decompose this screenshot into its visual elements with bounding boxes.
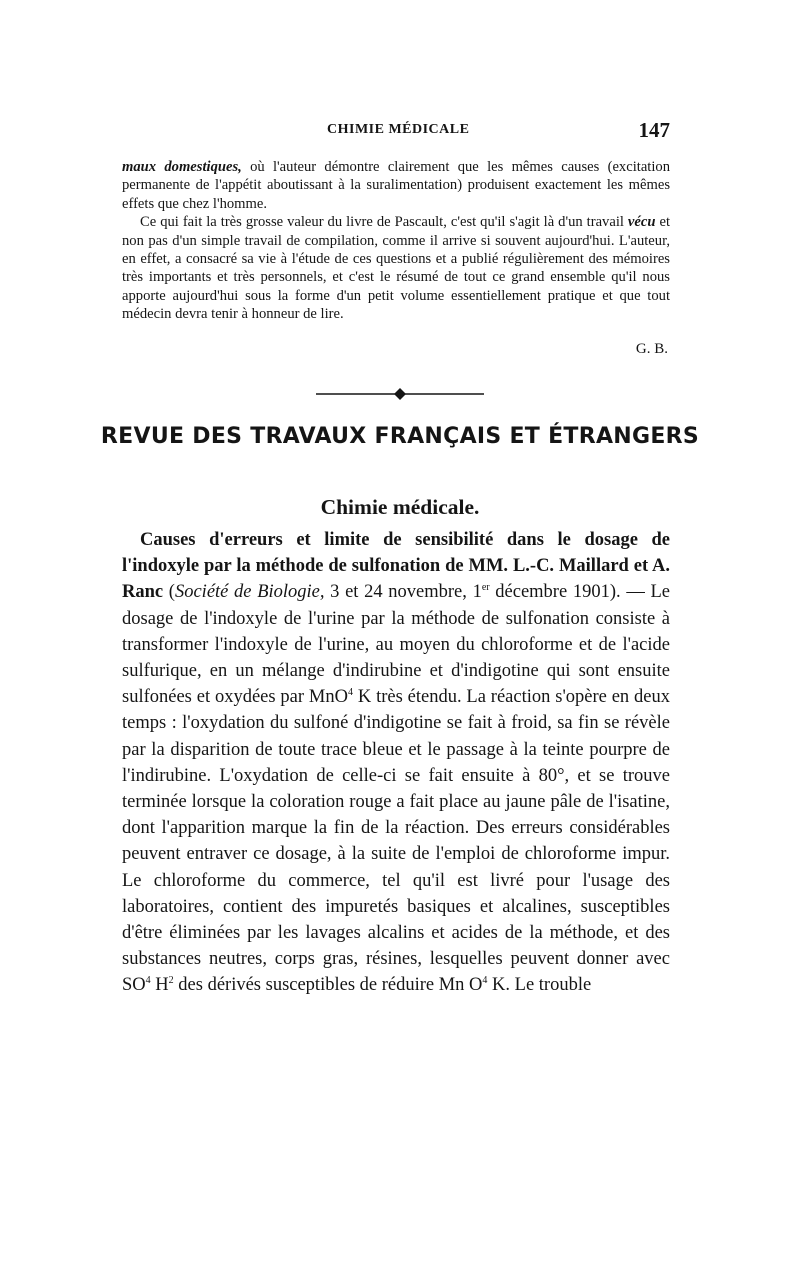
article-body [122,527,670,999]
citation-dates: 3 et 24 novembre, 1 [324,582,482,603]
page-number: 147 [638,118,670,142]
review-italic-word: vécu [627,214,656,231]
review-paragraph-2-text-a: Ce qui fait la très grosse valeur du livre de Pascault, c'est qu'il s'agit là d'un travail [140,214,628,231]
article-text-2: K très étendu. La réaction s'opère en deux temps : l'oxydation du sulfoné d'indigotine se fait à froid, sa fin se révèle par la disparition de toute trace bleue et le passage à la teinte pourpre de l'indirubine. L'oxydation de celle-ci se fait ensuite à 80°, et se trouve terminée lorsque la coloration rouge a fait place au jaune pâle de l'isatine, dont l'apparition marque la fin de la réaction. Des erreurs considérables peuvent entraver ce dosage, à la suite de l'emploi de chloroforme impur. Le chloroforme du commerce, tel qu'il est livré pour l'usage des laboratoires, contient des impuretés basiques et alcalines, susceptibles d'être éliminées par les lavages alcalins et acides de la méthode, et des substances neutres, corps gras, résines, lesquelles peuvent donner avec SO [122,687,671,996]
review-paragraph-1 [122,158,670,213]
section-heading: REVUE DES TRAVAUX FRANÇAIS ET ÉTRANGERS [100,424,700,449]
review-signature: G. B. [635,341,668,357]
article-text-1: — Le dosage de l'indoxyle de l'urine par la méthode de sulfonation consiste à transformer l'indoxyle de l'urine, au moyen du chloroforme et de l'acide sulfurique, en un mélange d'indirubine et d'indigotine qui sont ensuite sulfonées et oxydées par MnO [122,582,670,708]
citation-open: ( [163,582,175,603]
citation-superscript: er [481,582,490,594]
superscript-4b: 4 [145,975,151,987]
book-review-text [122,158,670,324]
divider-ornament [316,386,484,402]
review-paragraph-1-text: où l'auteur démontre clairement que les mêmes causes (excitation permanente de l'appétit aboutissant à la suralimentation) produisent exactement les mêmes effets que chez l'homme. [122,159,670,212]
superscript-2: 2 [168,975,174,987]
subsection-heading: Chimie médicale. [320,495,480,519]
article-text-4: des dérivés susceptibles de réduire Mn O [173,975,483,996]
running-title: CHIMIE MÉDICALE [327,122,470,137]
article-title: Causes d'erreurs et limite de sensibilité dans le dosage de l'indoxyle par la méthode de sulfonation de MM. L.-C. Maillard et A. Ranc [122,530,670,603]
article-paragraph [122,527,670,999]
superscript-4c: 4 [482,975,488,987]
review-paragraph-2 [122,213,670,323]
superscript-4a: 4 [347,687,353,699]
citation-source: Société de Biologie, [174,582,325,603]
page-header [122,118,670,142]
review-italic-phrase: maux domestiques, [122,159,242,175]
review-paragraph-2-text-b: et non pas d'un simple travail de compilation, comme il arrive si souvent aujourd'hui. L'auteur, en effet, a consacré sa vie à l'étude de ces questions et a publié régulièrement des mémoires très importants et très personnels, et c'est le résumé de tout ce grand ensemble qu'il nous apporte aujourd'hui sous la forme d'un petit volume essentiellement pratique et que tout médecin devra tenir à honneur de lire. [122,214,670,323]
citation-end: décembre 1901). [489,582,621,603]
article-text-3: H [150,975,169,996]
article-text-5: K. Le trouble [487,975,592,996]
